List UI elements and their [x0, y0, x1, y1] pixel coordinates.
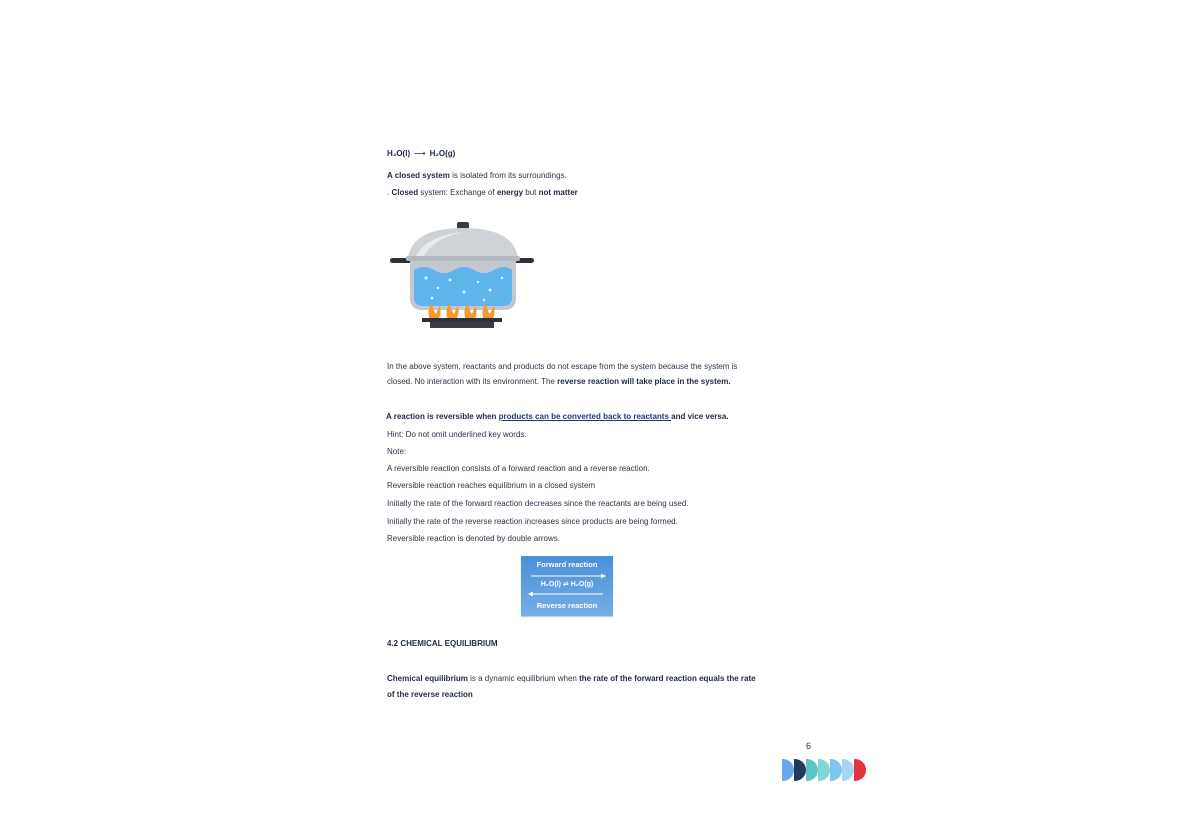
but-text: but	[523, 188, 539, 197]
burner-base	[430, 322, 494, 328]
note-item: Initially the rate of the reverse reaction increases since products are being formed.	[387, 517, 678, 526]
logo-segment	[830, 759, 842, 781]
explanation-bold: reverse reaction will take place in the system.	[557, 377, 731, 386]
reverse-reaction-label: Reverse reaction	[536, 601, 598, 610]
closed-system-rest: is isolated from its surroundings.	[449, 171, 567, 180]
logo-segment	[782, 759, 794, 781]
not-matter-term: not matter	[538, 188, 578, 197]
equilibrium-definition-line-1	[387, 673, 756, 684]
reversible-reaction-diagram	[521, 556, 613, 616]
closed-system-definition	[387, 170, 567, 181]
lid-knob	[457, 222, 469, 229]
equilibrium-bold-rate: the rate of the forward reaction equals the rate	[579, 674, 756, 683]
logo-segment	[842, 759, 854, 781]
logo-segment	[818, 759, 830, 781]
logo-segment	[854, 759, 866, 781]
equilibrium-term: Chemical equilibrium	[387, 674, 468, 683]
equation-arrow: ⟶	[414, 149, 426, 158]
note-item: A reversible reaction consists of a forward reaction and a reverse reaction.	[387, 464, 650, 473]
closed-system-exchange	[387, 187, 578, 198]
hint-text: Hint: Do not omit underlined key words.	[387, 430, 527, 439]
reversible-bold-start: A reaction is reversible when	[386, 412, 499, 421]
closed-system-term: A closed system	[387, 171, 450, 180]
lid-rim	[406, 256, 520, 261]
page-number: 6	[806, 741, 812, 751]
section-heading: 4.2 CHEMICAL EQUILIBRIUM	[387, 639, 498, 648]
logo-segment	[794, 759, 806, 781]
equilibrium-plain: is a dynamic equilibrium when	[467, 674, 580, 683]
reversible-bold-end: and vice versa.	[671, 412, 729, 421]
water	[414, 267, 512, 306]
note-item: Initially the rate of the forward reaction decreases since the reactants are being used.	[387, 499, 689, 508]
equation-right: H₂O(g)	[429, 149, 456, 158]
reversible-underlined: products can be converted back to reactants	[498, 412, 672, 421]
explanation-plain: closed. No interaction with its environment. The	[387, 377, 558, 386]
energy-term: energy	[496, 188, 524, 197]
state-change-equation	[387, 149, 455, 158]
note-label: Note:	[387, 447, 407, 456]
equation-left: H₂O(l)	[387, 149, 411, 158]
bullet-dot: .	[387, 188, 392, 197]
logo-segment	[806, 759, 818, 781]
equilibrium-definition-line-2: of the reverse reaction	[387, 690, 473, 699]
explanation-line-2	[387, 376, 731, 387]
explanation-line-1: In the above system, reactants and products do not escape from the system because the system is	[387, 362, 738, 371]
reversible-definition	[386, 411, 729, 422]
reaction-box-equation: H₂O(l) ⇌ H₂O(g)	[540, 581, 594, 588]
exchange-text: system: Exchange of	[418, 188, 497, 197]
note-item: Reversible reaction reaches equilibrium in a closed system	[387, 481, 596, 490]
boiling-pot-illustration	[386, 218, 538, 330]
forward-reaction-label: Forward reaction	[536, 560, 598, 569]
burner-top	[422, 318, 502, 322]
half-circle-logo-icon	[782, 758, 868, 782]
note-item: Reversible reaction is denoted by double arrows.	[387, 534, 560, 543]
closed-term: Closed	[391, 188, 419, 197]
